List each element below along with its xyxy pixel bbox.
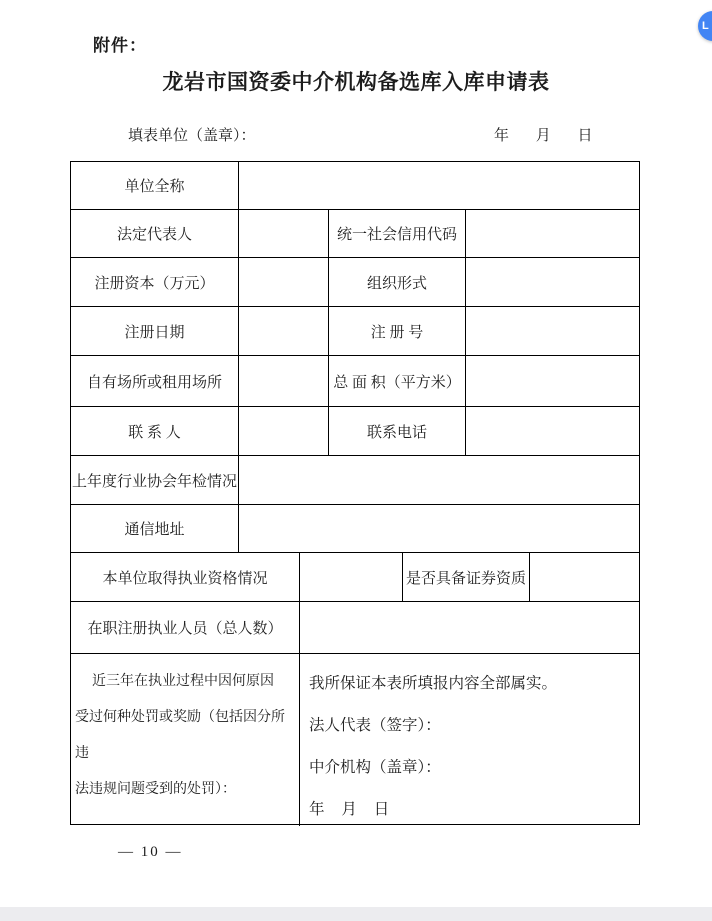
input-cell	[530, 553, 639, 601]
input-cell	[239, 258, 329, 306]
input-cell	[466, 356, 639, 406]
penalty-line: 近三年在执业过程中因何原因	[92, 674, 274, 689]
input-cell	[466, 307, 639, 355]
badge-logo-icon: L	[702, 20, 709, 32]
table-row	[71, 162, 639, 210]
input-cell	[466, 407, 639, 455]
input-cell	[466, 258, 639, 306]
label-cell: 注册日期	[71, 307, 239, 355]
input-cell	[239, 210, 329, 257]
input-cell	[239, 307, 329, 355]
table-row	[71, 553, 639, 602]
page-bottom-edge	[0, 907, 712, 921]
label-cell: 法定代表人	[71, 210, 239, 257]
attachment-label: 附件：	[93, 36, 147, 55]
page-title: 龙岩市国资委中介机构备选库入库申请表	[162, 70, 550, 94]
penalty-history-cell	[71, 654, 300, 826]
floating-badge[interactable]	[698, 11, 712, 41]
label-cell: 联 系 人	[71, 407, 239, 455]
input-cell	[239, 407, 329, 455]
table-row	[71, 307, 639, 356]
label-cell: 总 面 积（平方米）	[329, 356, 466, 406]
table-row	[71, 210, 639, 258]
penalty-line: 法违规问题受到的处罚）：	[75, 782, 236, 797]
input-cell	[239, 356, 329, 406]
label-cell: 注 册 号	[329, 307, 466, 355]
input-cell	[466, 210, 639, 257]
label-cell: 自有场所或租用场所	[71, 356, 239, 406]
penalty-line: 受过何种处罚或奖励（包括因分所违	[75, 710, 285, 761]
table-row	[71, 258, 639, 307]
input-cell	[239, 505, 639, 552]
label-cell: 本单位取得执业资格情况	[71, 553, 300, 601]
label-cell: 单位全称	[71, 162, 239, 209]
label-cell: 注册资本（万元）	[71, 258, 239, 306]
label-cell: 通信地址	[71, 505, 239, 552]
legal-representative-signature-label: 法人代表（签字）：	[309, 717, 441, 734]
table-row	[71, 356, 639, 407]
label-cell: 组织形式	[329, 258, 466, 306]
fill-unit-label: 填表单位（盖章）：	[128, 128, 256, 144]
table-row	[71, 456, 639, 505]
input-cell	[300, 553, 403, 601]
label-cell: 是否具备证券资质	[403, 553, 530, 601]
table-row	[71, 654, 639, 826]
input-cell	[300, 602, 639, 653]
subheader-row	[128, 124, 598, 144]
page-number: — 10 —	[118, 844, 183, 860]
input-cell	[239, 162, 639, 209]
label-cell: 统一社会信用代码	[329, 210, 466, 257]
label-cell: 上年度行业协会年检情况	[71, 456, 239, 504]
table-row	[71, 505, 639, 553]
label-cell: 在职注册执业人员（总人数）	[71, 602, 300, 653]
label-cell: 联系电话	[329, 407, 466, 455]
table-row	[71, 407, 639, 456]
declaration-cell	[300, 654, 639, 826]
header-date-label: 年 月 日	[494, 128, 593, 144]
application-form-table	[70, 161, 640, 825]
agency-seal-label: 中介机构（盖章）：	[309, 759, 441, 776]
declaration-statement: 我所保证本表所填报内容全部属实。	[309, 675, 558, 692]
input-cell	[239, 456, 639, 504]
table-row	[71, 602, 639, 654]
signature-date-label: 年 月 日	[309, 801, 390, 818]
